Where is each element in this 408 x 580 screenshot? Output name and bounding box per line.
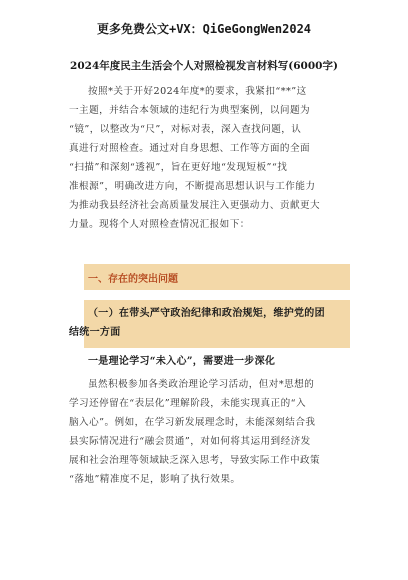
point-line: 虽然积极参加各类政治理论学习活动，但对*思想的 <box>88 379 315 390</box>
subsection-heading <box>69 304 350 342</box>
intro-line: 真进行对照检查。通过对自身思想、工作等方面的全面 <box>69 143 311 154</box>
intro-line: 为推动我县经济社会高质量发展注入更强动力、贡献更大 <box>69 200 321 211</box>
intro-paragraph <box>69 82 350 234</box>
section-heading: 一、存在的突出问题 <box>88 274 178 285</box>
subsection-heading-line: 结统一方面 <box>69 327 121 338</box>
point-line: 学习还停留在“表层化”理解阶段，未能实现真正的“入 <box>69 398 307 409</box>
intro-line: “镜”，以整改为“尺”，对标对表，深入查找问题，认 <box>69 124 302 135</box>
intro-line: 一主题，并结合本领域的违纪行为典型案例，以问题为 <box>69 105 311 116</box>
point-line: 脑入心”。例如，在学习新发展理念时，未能深刻结合我 <box>69 417 316 428</box>
point-paragraph <box>69 375 350 489</box>
intro-line: 力量。现将个人对照检查情况汇报如下： <box>69 219 250 230</box>
document-title: 2024年度民主生活会个人对照检视发言材料写(6000字) <box>70 60 338 72</box>
watermark-header: 更多免费公文+VX：QiGeGongWen2024 <box>96 22 312 36</box>
point-line: 县实际情况进行“融会贯通”，对如何将其运用到经济发 <box>69 436 311 447</box>
point-line: 展和社会治理等领域缺乏深入思考，导致实际工作中政策 <box>69 455 321 466</box>
subsection-heading-line: （一）在带头严守政治纪律和政治规矩，维护党的团 <box>88 308 325 319</box>
intro-line: “扫描”和深刻“透视”，旨在更好地“发现短板”“找 <box>69 162 288 173</box>
intro-line: 按照*关于开好2024年度*的要求，我紧扣“**”这 <box>88 86 307 97</box>
point-heading: 一是理论学习“未入心”，需要进一步深化 <box>88 356 276 367</box>
point-line: “落地”精准度不足，影响了执行效果。 <box>69 474 241 485</box>
intro-line: 准根源”，明确改进方向，不断提高思想认识与工作能力 <box>69 181 316 192</box>
